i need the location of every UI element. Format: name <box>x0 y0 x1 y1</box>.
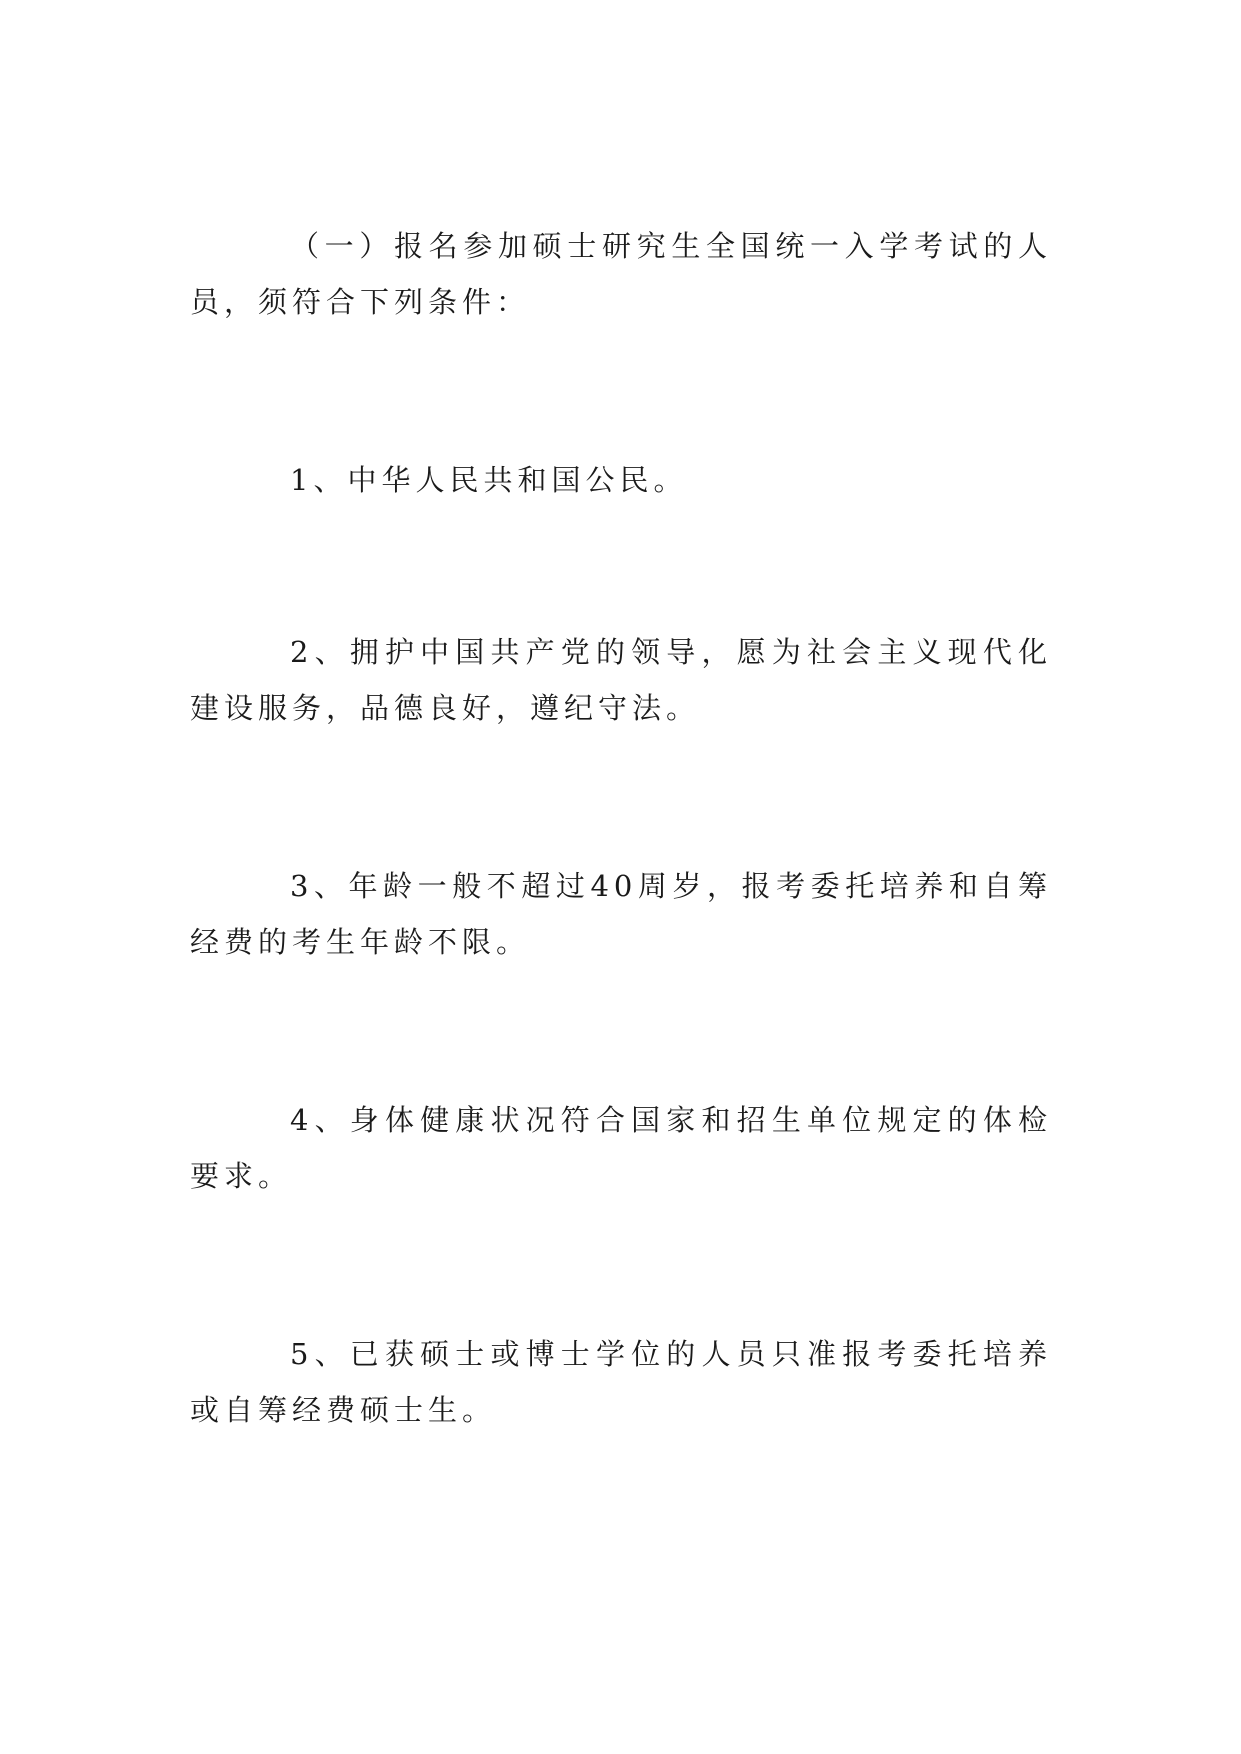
condition-5-paragraph: 5、已获硕士或博士学位的人员只准报考委托培养或自筹经费硕士生。 <box>190 1337 1052 1427</box>
condition-4-paragraph: 4、身体健康状况符合国家和招生单位规定的体检要求。 <box>190 1103 1052 1193</box>
intro-paragraph: （一）报名参加硕士研究生全国统一入学考试的人员，须符合下列条件： <box>190 229 1052 319</box>
condition-3-paragraph: 3、年龄一般不超过40周岁，报考委托培养和自筹经费的考生年龄不限。 <box>190 869 1052 959</box>
condition-2-paragraph: 2、拥护中国共产党的领导，愿为社会主义现代化建设服务，品德良好，遵纪守法。 <box>190 635 1052 725</box>
condition-1-paragraph: 1、中华人民共和国公民。 <box>290 463 688 497</box>
